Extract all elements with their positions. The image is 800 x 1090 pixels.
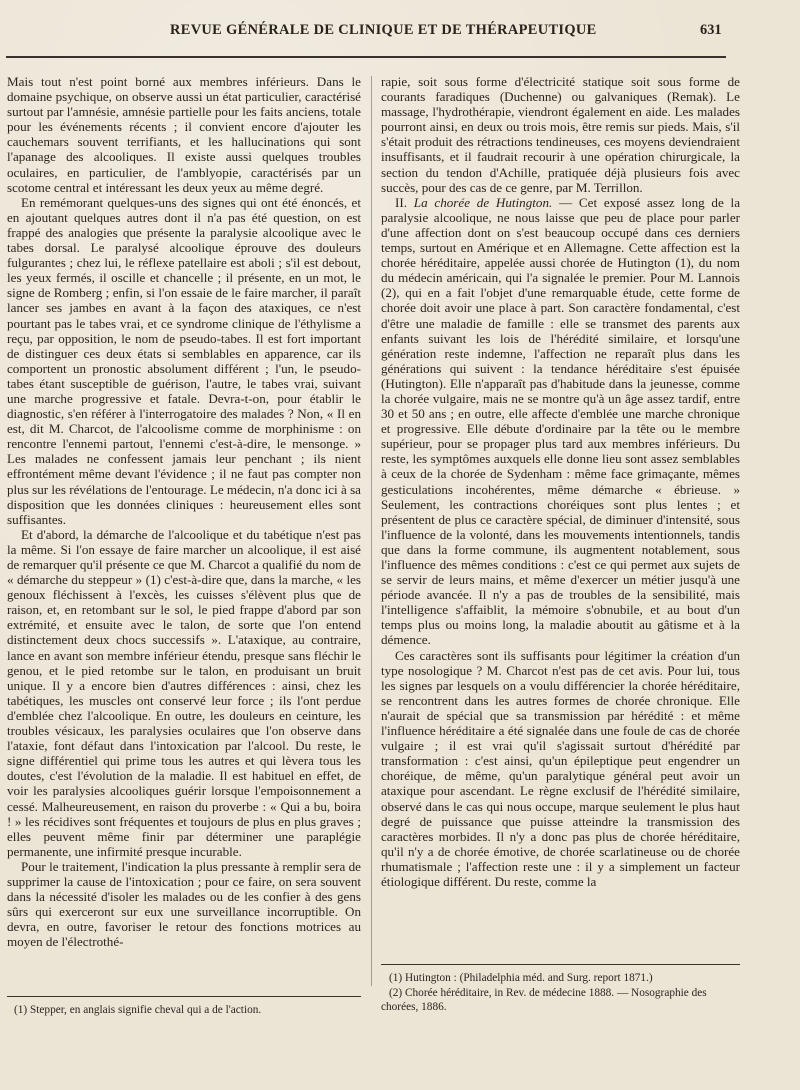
footnote: (2) Chorée héréditaire, in Rev. de médecine 1888. — Nosographie des chorées, 1886. [381,987,707,1013]
footnotes-left [14,1003,359,1017]
paragraph: rapie, soit sous forme d'électricité statique soit sous forme de courants faradiques (Duchenne) ou galvaniques (Remak). Le massage, l'hydrothérapie, viendront également en aide. Les malades pourront ainsi, en deux ou trois mois, être remis sur pieds. Mais, s'il s'était produit des rétractions tendineuses, ces moyens deviendraient insuffisants, et il faudrait recourir à une opération chirurgicale, la section du tendon d'Achille, pratiquée déjà plusieurs fois avec succès, pour des cas de ce genre, par M. Terrillon. [381,74,740,195]
footnotes-right [381,971,743,1014]
left-column [7,74,361,994]
footnote: (1) Stepper, en anglais signifie cheval qui a de l'action. [14,1004,262,1016]
running-head: REVUE GÉNÉRALE DE CLINIQUE ET DE THÉRAPEUTIQUE [170,22,597,38]
footnote-rule-left [7,996,361,997]
paragraph: Et d'abord, la démarche de l'alcoolique et du tabétique n'est pas la même. Si l'on essaye de faire marcher un alcoolique, il est aisé de remarquer qu'il présente ce que M. Charcot a qualifié du nom de « démarche du steppeur » (1) c'est-à-dire que, dans la marche, « les genoux fléchissent à l'excès, les cuisses s'élèvent plus que de raison, et, en retombant sur le sol, le pied frappe d'abord par son extrémité, et ensuite avec le talon, de sorte que l'on entend distinctement deux chocs successifs ». L'ataxique, au contraire, lance en avant son membre inférieur étendu, presque sans fléchir le genou, et le pied retombe sur le talon, en produisant un bruit unique. Il y a encore bien d'autres différences : ainsi, chez les tabétiques, les muscles ont conservé leur force ; ils l'ont perdue d'emblée chez l'alcoolique. En outre, les douleurs en ceinture, les troubles vésicaux, les paralysies oculaires que l'on observe dans l'ataxie, font défaut dans l'intoxication par l'alcool. Du reste, le signe différentiel qui prime tous les autres et qui lèvera tous les doutes, c'est l'évolution de la maladie. Il est habituel en effet, de voir les paralysies alcooliques guérir lorsque l'empoisonnement a cessé. Malheureusement, en raison du proverbe : « Qui a bu, boira ! » les récidives sont fréquentes et toujours de plus en plus graves ; elles peuvent même finir par déterminer une paraplégie permanente, une infirmité presque incurable. [7,526,361,859]
section-paragraph [381,195,740,648]
page-header [0,22,800,42]
footnote: (1) Hutington : (Philadelphia méd. and Surg. report 1871.) [389,972,653,984]
paragraph: Pour le traitement, l'indication la plus pressante à remplir sera de supprimer la cause de l'intoxication ; pour ce faire, on sera souvent dans la nécessité d'isoler les malades ou de les confier à des gens sûrs qui exerceront sur eux une surveillance incorruptible. On devra, en outre, favoriser le retour des fonctions motrices au moyen de l'électrothé- [7,858,361,950]
section-title: La chorée de Hutington. [413,194,553,210]
paragraph: En remémorant quelques-uns des signes qui ont été énoncés, et en ajoutant quelques autres dont il n'a pas été question, on est frappé des analogies que présente la paralysie alcoolique avec le tabes dorsal. Le paralysé alcoolique éprouve des douleurs fulgurantes ; chez lui, le réflexe patellaire est aboli ; s'il est debout, les yeux fermés, il oscille et chancelle ; il présente, en un mot, le signe de Romberg ; enfin, si l'on essaie de le faire marcher, il paraît lancer ses jambes en avant à la façon des ataxiques, ce n'est pourtant pas le tabes vrai, et ce syndrome clinique de l'éthylisme a reçu, par opposition, le nom de pseudo-tabes. Il est fort important de distinguer ces deux états si semblables en apparence, car ils comportent un pronostic absolument différent ; l'un, le pseudo-tabes étant susceptible de guérison, l'autre, le tabes vrai, suivant une marche progressive et fatale. Devra-t-on, pour établir le diagnostic, s'en référer à l'interrogatoire des malades ? Non, « Il en est, dit M. Charcot, de l'alcoolisme comme de morphinisme : on rencontre l'ennemi partout, l'ennemi c'est-à-dire, le mensonge. » Les malades ne confessent jamais leur penchant ; ils nient effrontément même devant l'évidence ; il ne faut pas compter non plus sur les révélations de l'entourage. Le médecin, n'a donc ici à sa disposition que les données cliniques : heureusement elles sont suffisantes. [7,194,361,527]
footnote-rule-right [381,964,740,965]
right-column [381,74,740,964]
section-number: II. [395,194,407,210]
paragraph: Mais tout n'est point borné aux membres inférieurs. Dans le domaine psychique, on observe aussi un état particulier, caractérisé surtout par l'amnésie, amnésie partielle pour les faits anciens, totale pour les événements récents ; il convient encore d'ajouter les cauchemars souvent terrifiants, et les hallucinations qui sont l'apanage des alcooliques. Il existe aussi quelques troubles oculaires, en particulier, de l'amblyopie, caractérisés par un scotome central et intéressant les deux yeux au même degré. [7,74,361,195]
header-rule [6,56,726,58]
page-number: 631 [700,22,722,38]
section-text: — Cet exposé assez long de la paralysie alcoolique, ne nous laisse que peu de place pour parler d'une affection dont on s'est beaucoup occupé dans ces derniers temps, surtout en Amérique et en Allemagne. Cette affection est la chorée héréditaire, appelée aussi chorée de Hutington (1), du nom du médecin américain, qui l'a signalée le premier. Pour M. Lannois (2), qui en a fait l'objet d'une remarquable étude, cette forme de chorée doit avoir une place à part. Son caractère fondamental, c'est d'être une maladie de famille : elle se transmet des parents aux enfants suivant les lois de l'hérédité similaire, et lorsqu'une génération reste indemne, l'affection ne reparaît plus dans les générations qui suivent : la tendance héréditaire s'est épuisée (Hutington). Elle n'apparaît pas d'habitude dans la jeunesse, comme la chorée vulgaire, mais ne se montre qu'à un âge assez tardif, entre 30 et 50 ans ; en outre, elle affecte d'emblée une marche chronique et progressive. Elle débute d'ordinaire par la tête ou le membre supérieur, pour se propager plus tard aux membres inférieurs. Du reste, les symptômes auxquels elle donne lieu sont assez semblables à ceux de la chorée de Sydenham : même face grimaçante, mêmes gesticulations incohérentes, même démarche « ébrieuse. » Seulement, les contractions choréiques sont plus lentes ; et présentent de plus ce caractère spécial, de diminuer d'intensité, sous l'influence de la volonté, dans les mouvements intentionnels, tandis que dans la forme commune, ils augmentent notablement, sous l'influence des mêmes conditions : c'est ce qui permet aux sujets de se servir de leurs mains, et même d'exercer un métier jusqu'à une période avancée. Il n'y a pas de troubles de la sensibilité, mais l'intelligence s'affaiblit, la mémoire s'obnubile, et au bout d'un temps plus ou moins long, la maladie aboutit au gâtisme et à la démence. [381,194,740,648]
paragraph: Ces caractères sont ils suffisants pour légitimer la création d'un type nosologique ? M. Charcot n'est pas de cet avis. Pour lui, tous les signes par lesquels on a voulu différencier la chorée héréditaire, se rencontrent dans les autres formes de chorée chronique. Elle n'aurait de spécial que sa transmission par hérédité : et même l'influence héréditaire a été signalée dans une foule de cas de chorée vulgaire ; il est vrai qu'il s'agissait surtout d'hérédité par transformation : c'est ainsi, qu'un épileptique peut engendrer un choréique, de même, qu'un paralytique général peut avoir un ataxique pour ascendant. Le règne exclusif de l'hérédité similaire, observé dans le cas qui nous occupe, marque seulement le plus haut degré de puissance que puisse atteindre la transmission des caractères morbides. Il n'y a donc pas plus de chorée héréditaire, qu'il n'y a de chorée émotive, de chorée scarlatineuse ou de chorée rhumatismale ; l'affection reste une : il y a simplement un facteur étiologique différent. Du reste, comme la [381,647,740,889]
column-divider [371,76,372,986]
